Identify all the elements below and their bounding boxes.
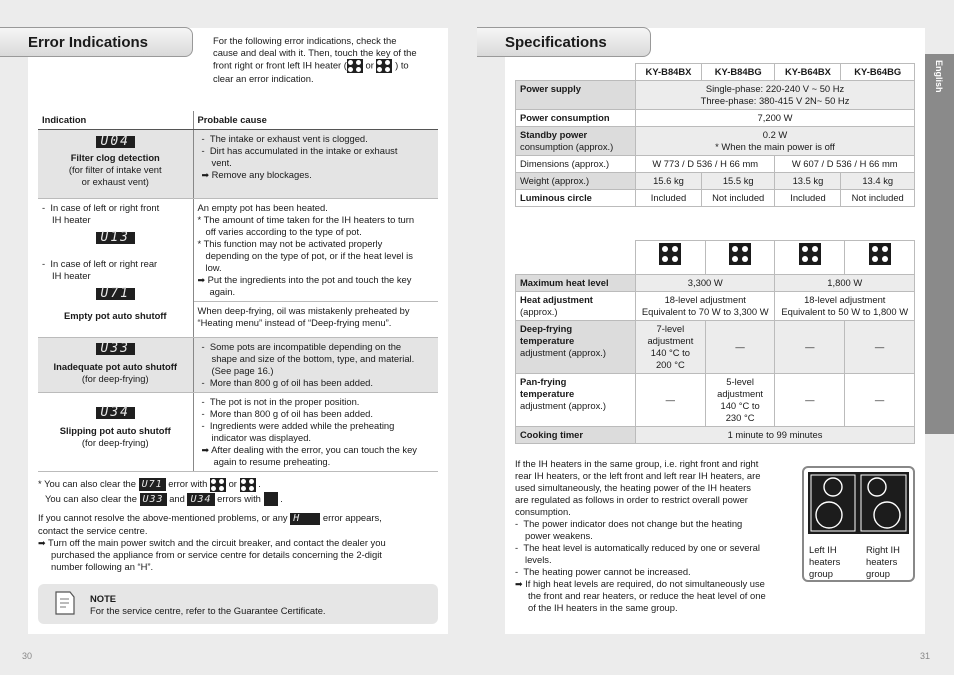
spec-table	[515, 63, 915, 207]
cause-item: - Some pots are incompatible depending on the	[201, 341, 402, 352]
cause-text: The intake or exhaust vent is clogged.	[209, 133, 368, 144]
front-right-heater-icon	[376, 59, 392, 73]
spec-value: Not included	[841, 190, 915, 207]
heater-col-front-left	[636, 241, 706, 275]
rear-right-heater-icon	[869, 243, 891, 265]
spec-value: 1,800 W	[775, 275, 915, 292]
spec-value: 15.5 kg	[701, 173, 775, 190]
clear-line	[38, 477, 438, 492]
spec-key: Power consumption	[516, 110, 636, 127]
table-row	[516, 127, 915, 156]
cause-item: - The intake or exhaust vent is clogged.	[201, 133, 368, 144]
error-intro	[213, 35, 453, 85]
model-header: KY-B84BX	[636, 64, 702, 81]
spec-key: Cooking timer	[516, 427, 636, 444]
spec-value: 0.2 W	[762, 129, 788, 140]
spec-value: 18-level adjustment	[664, 294, 746, 305]
heater-col-front-right	[705, 241, 775, 275]
spec-value: Single-phase: 220-240 V ~ 50 Hz	[705, 83, 845, 94]
resolve-line	[38, 512, 438, 525]
spec-key: Heat adjustment	[520, 294, 593, 305]
front-right-heater-icon	[240, 478, 256, 492]
cause-text: vent.	[211, 157, 232, 168]
note-text: For the service centre, refer to the Guarantee Certificate.	[90, 605, 326, 616]
cause-text: The pot is not in the proper position.	[209, 396, 360, 407]
intro-line	[213, 59, 453, 73]
table-row	[516, 64, 915, 81]
heater-col-rear-right	[845, 241, 915, 275]
spec-key: temperature	[520, 388, 575, 399]
spec-value: 140 °C to	[720, 400, 760, 411]
spec-value: —	[775, 321, 845, 374]
table-row	[516, 374, 915, 427]
intro-line: cause and deal with it. Then, touch the key of the	[213, 47, 417, 58]
bullet-text: If high heat levels are required, do not simultaneously use	[525, 578, 765, 589]
spec-key-note: (approx.)	[575, 141, 614, 152]
note-box	[38, 584, 438, 624]
power-key-icon	[264, 492, 278, 506]
front-left-heater-icon	[659, 243, 681, 265]
table-row	[516, 292, 915, 321]
resolve-text: error appears,	[322, 512, 382, 523]
spec-value: W 607 / D 536 / H 66 mm	[775, 156, 915, 173]
cause-text: An empty pot has been heated.	[197, 202, 328, 213]
spec-key: temperature	[520, 335, 575, 346]
error-code-display: U71	[96, 288, 135, 300]
arrow-right-icon: ➡	[201, 445, 210, 455]
cause-text: More than 800 g of oil has been added.	[209, 377, 373, 388]
left-group-label	[809, 544, 840, 580]
arrow-right-icon: ➡	[197, 275, 206, 285]
cause-text: More than 800 g of oil has been added.	[209, 408, 373, 419]
cause-text: low.	[205, 262, 222, 273]
clear-text: error with	[168, 478, 208, 489]
clear-text: and	[169, 492, 185, 504]
cause-text: again to resume preheating.	[213, 456, 331, 467]
spec-key: Power supply	[516, 81, 636, 110]
spec-value: 3,300 W	[636, 275, 775, 292]
spec-value: Included	[636, 190, 702, 207]
error-name: Inadequate pot auto shutoff	[53, 361, 177, 372]
cause-text: depending on the type of pot, or if the heat level is	[205, 250, 413, 261]
front-right-heater-icon	[729, 243, 751, 265]
spec-key: consumption	[520, 141, 574, 152]
cooktop-diagram-icon	[808, 472, 909, 534]
bullet-item: - The power indicator does not change but the heating	[515, 518, 743, 529]
cause-item: - Ingredients were added while the preheating	[201, 420, 395, 431]
front-left-heater-icon	[347, 59, 363, 73]
cause-text: * This function may not be activated properly	[197, 238, 383, 249]
page-number: 30	[22, 651, 33, 661]
cause-text: “Heating menu” instead of “Deep-frying menu”.	[197, 317, 392, 328]
spec-value: Included	[775, 190, 841, 207]
group-label-text: Left IH	[809, 544, 837, 555]
para-line: rear IH heaters, or the left front and left rear IH heaters, are	[515, 470, 761, 481]
model-header: KY-B64BG	[841, 64, 915, 81]
side-tab-bar	[925, 54, 954, 434]
cause-text: After dealing with the error, you can touch the key	[211, 444, 417, 455]
note-title: NOTE	[90, 593, 117, 604]
page-number: 31	[920, 651, 931, 661]
clear-text: errors with	[217, 492, 261, 504]
spec-key: Luminous circle	[516, 190, 636, 207]
spec-key-note: (approx.)	[571, 158, 610, 169]
spec-key: Standby power	[520, 129, 588, 140]
spec-key-note: (approx.)	[520, 306, 558, 317]
bullet-text: The power indicator does not change but the heating	[523, 518, 743, 529]
cause-item	[202, 444, 435, 456]
spec-value: Three-phase: 380-415 V 2N~ 50 Hz	[700, 95, 850, 106]
group-label-text: group	[809, 568, 833, 579]
resolve-text: If you cannot resolve the above-mentioned problems, or any	[38, 512, 288, 523]
para-line: consumption.	[515, 506, 571, 517]
heater-case-text: IH heater	[52, 214, 91, 225]
col-indication: Indication	[38, 111, 193, 130]
table-row	[516, 81, 915, 110]
right-group-label	[866, 544, 900, 580]
heater-case-text: IH heater	[52, 270, 91, 281]
arrow-right-icon: ➡	[201, 170, 210, 180]
clear-text: or	[228, 478, 237, 489]
table-row	[516, 173, 915, 190]
cause-text: indicator was displayed.	[211, 432, 312, 443]
error-sub: or exhaust vent)	[81, 176, 149, 187]
error-name: Empty pot auto shutoff	[63, 310, 167, 321]
intro-text: front right or front left IH heater (	[213, 59, 347, 71]
table-row	[38, 130, 438, 199]
clear-notes	[38, 477, 438, 506]
spec-value: —	[775, 374, 845, 427]
arrow-right-icon: ➡	[38, 537, 46, 548]
resolve-text: Turn off the main power switch and the circuit breaker, and contact the dealer you	[47, 536, 386, 548]
spec-value: 18-level adjustment	[804, 294, 886, 305]
model-header: KY-B64BX	[775, 64, 841, 81]
resolve-text: contact the service centre.	[38, 524, 148, 536]
group-label-text: heaters	[866, 556, 898, 567]
resolve-notes	[38, 512, 438, 573]
spec-value: —	[845, 374, 915, 427]
group-label-text: Right IH	[866, 544, 900, 555]
error-code-display: U34	[187, 493, 214, 506]
rear-left-heater-icon	[799, 243, 821, 265]
group-explanation	[515, 458, 795, 614]
spec-key-note: (approx.)	[568, 347, 606, 358]
col-probable-cause: Probable cause	[193, 111, 438, 130]
spec-key: Pan-frying	[520, 376, 567, 387]
cause-text: Some pots are incompatible depending on the	[209, 341, 402, 352]
spec-key: adjustment	[520, 400, 566, 411]
cause-text: Put the ingredients into the pot and touch the key	[207, 274, 412, 285]
table-row	[38, 199, 438, 302]
cause-text: When deep-frying, oil was mistakenly preheated by	[197, 305, 410, 316]
error-name: Filter clog detection	[70, 152, 160, 163]
intro-line: For the following error indications, check the	[213, 35, 397, 46]
cause-text: * The amount of time taken for the IH heaters to turn	[197, 214, 415, 225]
side-tab-label: English	[934, 60, 944, 93]
para-line: used simultaneously, the heating power of the IH heaters	[515, 482, 751, 493]
table-row	[516, 275, 915, 292]
table-row	[516, 156, 915, 173]
error-sub: (for deep-frying)	[81, 373, 149, 384]
group-label-text: group	[866, 568, 890, 579]
intro-text: or	[365, 59, 374, 71]
para-line: are regulated as follows in order to restrict overall power	[515, 494, 748, 505]
cause-item: - The pot is not in the proper position.	[201, 396, 360, 407]
spec-key-note: (approx.)	[568, 400, 606, 411]
group-label-text: heaters	[809, 556, 841, 567]
bullet-text: of the IH heaters in the same group.	[528, 602, 678, 613]
spec-key: adjustment	[520, 347, 566, 358]
error-sub: (for deep-frying)	[81, 437, 149, 448]
right-page	[477, 0, 954, 675]
error-code-display: U13	[96, 232, 135, 244]
spec-value: 15.6 kg	[636, 173, 702, 190]
cause-text: (See page 16.)	[211, 365, 274, 376]
spec-value: Equivalent to 70 W to 3,300 W	[641, 306, 769, 317]
spec-value: 200 °C	[655, 359, 685, 370]
cause-text: Ingredients were added while the preheating	[209, 420, 395, 431]
error-sub: (for filter of intake vent	[68, 164, 162, 175]
heater-case: - In case of left or right rear	[42, 258, 158, 269]
spec-key: Dimensions	[520, 158, 569, 169]
spec-value: 13.4 kg	[841, 173, 915, 190]
table-row	[38, 338, 438, 393]
spec-value: Equivalent to 50 W to 1,800 W	[781, 306, 909, 317]
table-row	[516, 427, 915, 444]
resolve-text: number following an “H”.	[51, 560, 154, 572]
spec-key: Deep-frying	[520, 323, 573, 334]
resolve-text: purchased the appliance from or service centre for details concerning the 2-digit	[51, 548, 382, 560]
spec-value: Not included	[701, 190, 775, 207]
table-row	[516, 190, 915, 207]
clear-text: .	[258, 478, 261, 489]
error-name: Slipping pot auto shutoff	[59, 425, 171, 436]
model-header: KY-B84BG	[701, 64, 775, 81]
heater-case: - In case of left or right front	[42, 202, 160, 213]
intro-text: ) to	[395, 59, 409, 71]
bullet-text: power weakens.	[525, 530, 593, 541]
spec-value: 230 °C	[725, 412, 755, 423]
bullet-item: - The heat level is automatically reduced by one or several	[515, 542, 760, 553]
table-row	[516, 241, 915, 275]
error-code-display: U33	[140, 493, 167, 506]
spec-key: Maximum heat level	[516, 275, 636, 292]
spec-value: 5-level	[726, 376, 754, 387]
bullet-text: levels.	[525, 554, 552, 565]
error-code-display: H	[290, 513, 320, 525]
spec-key-note: (approx.)	[551, 175, 590, 186]
heater-case-text: In case of left or right rear	[50, 258, 158, 269]
note-icon	[52, 589, 78, 617]
clear-line	[38, 492, 438, 507]
error-code-display: U33	[96, 343, 135, 355]
intro-line: clear an error indication.	[213, 73, 314, 84]
spec-value: W 773 / D 536 / H 66 mm	[636, 156, 775, 173]
spec-value: —	[845, 321, 915, 374]
spec-value: 140 °C to	[650, 347, 690, 358]
error-table	[38, 111, 438, 472]
cause-item: - More than 800 g of oil has been added.	[201, 408, 373, 419]
error-code-display: U71	[139, 478, 166, 491]
bullet-text: The heating power cannot be increased.	[523, 566, 691, 577]
arrow-right-icon: ➡	[515, 579, 523, 589]
resolve-line	[38, 537, 438, 549]
spec-value: —	[636, 374, 706, 427]
cause-text: shape and size of the bottom, type, and material.	[211, 353, 415, 364]
spec-value: adjustment	[647, 335, 694, 346]
spec-key: Weight	[520, 175, 550, 186]
clear-text: You can also clear the	[45, 492, 137, 504]
front-left-heater-icon	[210, 478, 226, 492]
clear-text: .	[280, 492, 283, 504]
cause-text: off varies according to the type of pot.	[205, 226, 362, 237]
spec-value: —	[705, 321, 775, 374]
cause-item: - Dirt has accumulated in the intake or exhaust	[201, 145, 398, 156]
cause-text: Dirt has accumulated in the intake or exhaust	[209, 145, 398, 156]
heater-group-diagram	[802, 466, 915, 582]
heater-case-text: In case of left or right front	[50, 202, 160, 213]
spec-value: adjustment	[717, 388, 764, 399]
spec-value: 7,200 W	[636, 110, 915, 127]
cause-item: - More than 800 g of oil has been added.	[201, 377, 373, 388]
cause-text: again.	[209, 286, 236, 297]
table-row	[516, 110, 915, 127]
section-title-errors: Error Indications	[0, 27, 193, 57]
bullet-item	[515, 578, 795, 590]
heater-spec-table	[515, 240, 915, 444]
cause-item	[202, 169, 435, 181]
error-code-display: U34	[96, 407, 135, 419]
spec-value: 13.5 kg	[775, 173, 841, 190]
spec-value: * When the main power is off	[715, 141, 835, 152]
heater-col-rear-left	[775, 241, 845, 275]
cause-item	[198, 274, 435, 286]
section-title-specs: Specifications	[477, 27, 651, 57]
cause-text: Remove any blockages.	[211, 169, 312, 180]
table-row	[38, 393, 438, 472]
bullet-text: The heat level is automatically reduced by one or several	[523, 542, 760, 553]
spec-value: 1 minute to 99 minutes	[636, 427, 915, 444]
error-code-display: U04	[96, 136, 135, 148]
bullet-item: - The heating power cannot be increased.	[515, 566, 691, 577]
table-row	[516, 321, 915, 374]
para-line: If the IH heaters in the same group, i.e. right front and right	[515, 458, 759, 469]
bullet-text: the front and rear heaters, or reduce the heat level of one	[528, 590, 766, 601]
clear-text: * You can also clear the	[38, 478, 136, 489]
spec-value: 7-level	[656, 323, 685, 334]
